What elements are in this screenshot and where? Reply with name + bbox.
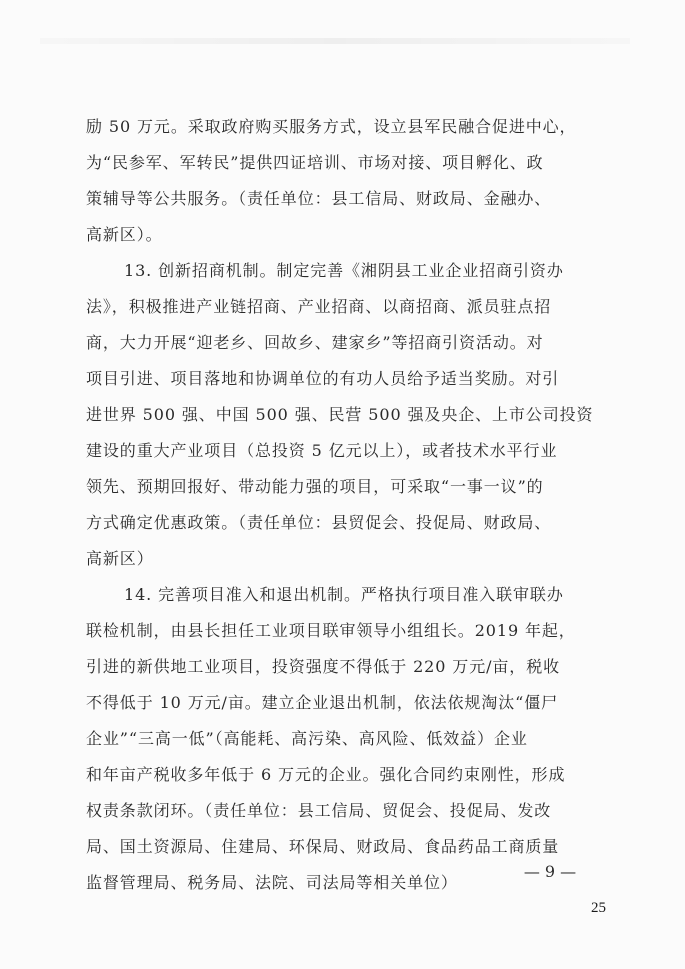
text-line: 高新区）。 xyxy=(86,225,163,244)
text-line: 策辅导等公共服务。（责任单位：县工信局、财政局、金融办、 xyxy=(86,189,552,208)
text-line: 监督管理局、税务局、法院、司法局等相关单位） xyxy=(86,873,458,892)
section-14-heading-line: 14. 完善项目准入和退出机制。严格执行项目准入联审联办 xyxy=(124,585,564,604)
page-number: — 9 — xyxy=(523,862,577,881)
text-line: 进世界 500 强、中国 500 强、民营 500 强及央企、上市公司投资 xyxy=(86,405,594,424)
text-line: 引进的新供地工业项目，投资强度不得低于 220 万元/亩，税收 xyxy=(86,657,561,676)
text-line: 为“民参军、军转民”提供四证培训、市场对接、项目孵化、政 xyxy=(86,153,544,172)
text-line: 高新区） xyxy=(86,549,154,568)
text-line: 局、国土资源局、住建局、环保局、财政局、食品药品工商质量 xyxy=(86,837,560,856)
text-line: 方式确定优惠政策。（责任单位：县贸促会、投促局、财政局、 xyxy=(86,513,552,532)
scan-artifact xyxy=(40,38,630,44)
text-line: 项目引进、项目落地和协调单位的有功人员给予适当奖励。对引 xyxy=(86,369,560,388)
text-line: 领先、预期回报好、带动能力强的项目，可采取“一事一议”的 xyxy=(86,477,544,496)
section-13-heading-line: 13. 创新招商机制。制定完善《湘阴县工业企业招商引资办 xyxy=(124,261,564,280)
text-line: 励 50 万元。采取政府购买服务方式，设立县军民融合促进中心， xyxy=(86,117,577,136)
text-line: 不得低于 10 万元/亩。建立企业退出机制，依法依规淘汰“僵尸 xyxy=(86,693,559,712)
text-line: 企业”“三高一低”（高能耗、高污染、高风险、低效益）企业 xyxy=(86,729,528,748)
text-line: 权责条款闭环。（责任单位：县工信局、贸促会、投促局、发改 xyxy=(86,801,552,820)
text-line: 法》，积极推进产业链招商、产业招商、以商招商、派员驻点招 xyxy=(86,297,552,316)
text-line: 和年亩产税收多年低于 6 万元的企业。强化合同约束刚性，形成 xyxy=(86,765,566,784)
sheet-number: 25 xyxy=(591,900,606,916)
text-line: 建设的重大产业项目（总投资 5 亿元以上），或者技术水平行业 xyxy=(86,441,558,460)
text-line: 联检机制，由县长担任工业项目联审领导小组组长。2019 年起， xyxy=(86,621,576,640)
text-line: 商，大力开展“迎老乡、回故乡、建家乡”等招商引资活动。对 xyxy=(86,333,544,352)
